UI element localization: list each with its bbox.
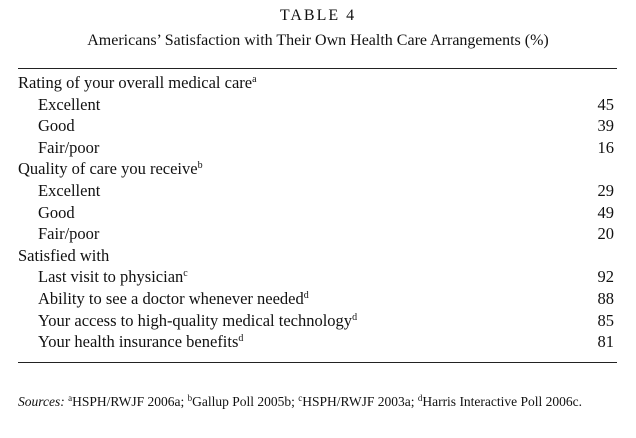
- row-label-text: Your health insurance benefits: [38, 332, 239, 352]
- row-label: [38, 94, 100, 116]
- row-label: [38, 266, 188, 288]
- table-row: [18, 223, 617, 245]
- row-label: [38, 202, 75, 224]
- table-row: [18, 310, 617, 332]
- table-title: Americans’ Satisfaction with Their Own Health Care Arrangements (%): [87, 32, 549, 49]
- top-rule: [18, 68, 617, 69]
- footnote-source: HSPH/RWJF 2003a;: [302, 394, 418, 409]
- table-body: [18, 72, 617, 353]
- row-label-text: Your access to high-quality medical technology: [38, 310, 353, 330]
- row-label: [18, 72, 257, 94]
- row-value: 92: [597, 267, 614, 287]
- table-row: [18, 137, 617, 159]
- footnote-marker: b: [197, 160, 203, 172]
- bottom-rule: [18, 362, 617, 363]
- row-label: [18, 245, 109, 267]
- row-label: [38, 137, 99, 159]
- row-label-text: Ability to see a doctor whenever needed: [38, 288, 304, 308]
- table-section-heading: [18, 245, 617, 267]
- footnote-marker: d: [352, 311, 358, 323]
- footnote-marker: a: [252, 74, 257, 85]
- footnote-text: [68, 394, 582, 409]
- table-row: [18, 288, 617, 310]
- row-label-text: Rating of your overall medical care: [18, 73, 253, 92]
- row-value: 49: [597, 202, 614, 222]
- footnote-marker: c: [298, 393, 303, 403]
- row-label: [38, 223, 99, 245]
- row-label: [38, 180, 100, 202]
- row-value: 45: [597, 94, 614, 114]
- footnote-marker: d: [417, 393, 423, 403]
- row-label-text: Excellent: [38, 94, 101, 114]
- row-value: 16: [597, 137, 614, 157]
- footnote: [18, 392, 618, 411]
- row-value: 85: [597, 310, 614, 330]
- table-label: TABLE 4: [279, 7, 357, 24]
- row-label-text: Good: [38, 116, 75, 136]
- table-row: [18, 331, 617, 353]
- footnote-marker: c: [183, 268, 188, 280]
- row-label: [38, 288, 309, 310]
- row-label-text: Fair/poor: [38, 137, 100, 157]
- table-row: [18, 180, 617, 202]
- row-value: 20: [597, 224, 614, 244]
- table-row: [18, 202, 617, 224]
- table-row: [18, 266, 617, 288]
- table-row: [18, 115, 617, 137]
- row-label: [38, 310, 357, 332]
- row-value: 81: [597, 332, 614, 352]
- row-label-text: Good: [38, 202, 75, 222]
- row-value: 88: [597, 288, 614, 308]
- row-label: [18, 158, 203, 180]
- row-label-text: Excellent: [38, 180, 101, 200]
- table-section-heading: [18, 158, 617, 180]
- row-label-text: Satisfied with: [18, 245, 110, 265]
- footnote-source: Harris Interactive Poll 2006c.: [422, 394, 583, 409]
- row-label-text: Last visit to physician: [38, 267, 184, 287]
- footnote-marker: b: [187, 393, 193, 403]
- footnote-marker: d: [238, 333, 244, 345]
- row-value: 39: [597, 116, 614, 136]
- table-section-heading: [18, 72, 617, 94]
- row-label: [38, 115, 75, 137]
- footnote-marker: d: [303, 289, 309, 301]
- row-label: [38, 331, 243, 353]
- table-row: [18, 94, 617, 116]
- row-label-text: Fair/poor: [38, 224, 100, 244]
- footnote-marker: a: [68, 393, 73, 403]
- footnote-source: HSPH/RWJF 2006a;: [72, 394, 188, 409]
- row-label-text: Quality of care you receive: [18, 159, 198, 179]
- footnote-source: Gallup Poll 2005b;: [192, 394, 299, 409]
- sources-label: Sources:: [18, 394, 65, 409]
- row-value: 29: [597, 180, 614, 200]
